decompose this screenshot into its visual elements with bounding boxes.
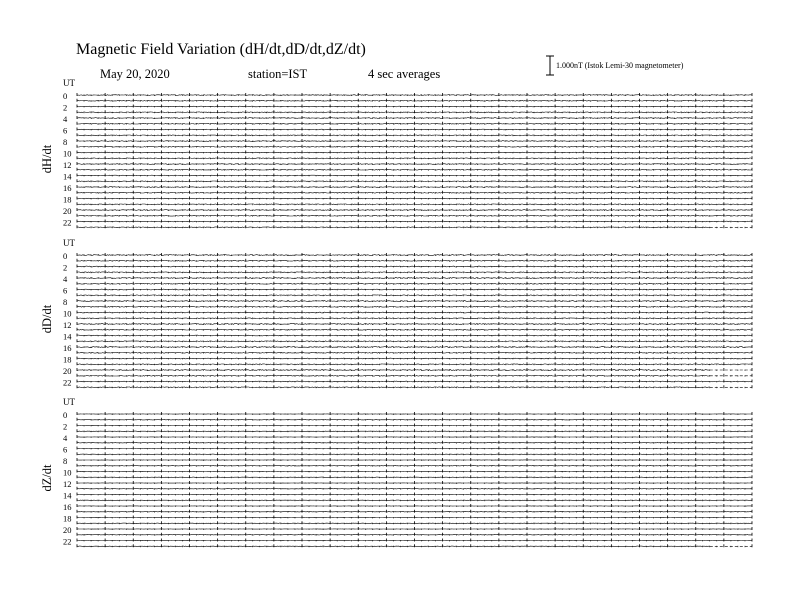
- chart-title: Magnetic Field Variation (dH/dt,dD/dt,dZ/dt): [76, 41, 366, 58]
- row-label-6: 6: [63, 125, 68, 136]
- row-label-10: 10: [63, 308, 72, 319]
- row-label-18: 18: [63, 194, 72, 205]
- row-label-14: 14: [63, 490, 72, 501]
- row-label-2: 2: [63, 262, 68, 273]
- row-label-4: 4: [63, 433, 68, 443]
- panel-ut-label: UT: [63, 238, 75, 248]
- row-label-0: 0: [63, 91, 68, 101]
- row-label-6: 6: [63, 444, 68, 455]
- scale-bar-label: 1.000nT (Istok Lemi-30 magnetometer): [556, 61, 684, 70]
- row-label-12: 12: [63, 160, 72, 170]
- row-label-14: 14: [63, 171, 72, 182]
- scale-bar: [546, 56, 684, 75]
- trace-line: [77, 112, 752, 113]
- row-label-14: 14: [63, 331, 72, 342]
- averaging-label: 4 sec averages: [368, 67, 441, 81]
- panel-dddt: [40, 238, 752, 388]
- row-label-12: 12: [63, 320, 72, 330]
- row-label-0: 0: [63, 410, 68, 420]
- row-label-4: 4: [63, 114, 68, 124]
- row-label-18: 18: [63, 513, 72, 524]
- trace-line: [77, 370, 710, 371]
- row-label-16: 16: [63, 502, 72, 512]
- station-label: station=IST: [248, 67, 308, 81]
- trace-line: [77, 175, 752, 176]
- row-label-16: 16: [63, 343, 72, 353]
- row-label-12: 12: [63, 479, 72, 489]
- panel-ut-label: UT: [63, 78, 75, 88]
- row-label-6: 6: [63, 285, 68, 296]
- row-label-8: 8: [63, 137, 68, 147]
- trace-line: [77, 100, 752, 101]
- row-label-20: 20: [63, 366, 72, 376]
- row-label-22: 22: [63, 217, 72, 228]
- panel-y-axis-label: dD/dt: [40, 304, 54, 334]
- row-label-4: 4: [63, 274, 68, 284]
- row-label-20: 20: [63, 206, 72, 216]
- panel-dhdt: [40, 78, 752, 228]
- row-label-20: 20: [63, 525, 72, 535]
- trace-line: [77, 347, 752, 348]
- row-label-2: 2: [63, 102, 68, 113]
- panel-dzdt: [40, 397, 752, 547]
- trace-line: [77, 169, 752, 170]
- row-label-8: 8: [63, 297, 68, 307]
- row-label-8: 8: [63, 456, 68, 466]
- trace-line: [77, 123, 752, 124]
- trace-line: [77, 187, 752, 188]
- trace-line: [77, 129, 752, 130]
- panel-ut-label: UT: [63, 397, 75, 407]
- trace-line: [77, 255, 752, 256]
- row-label-22: 22: [63, 377, 72, 388]
- trace-line: [77, 146, 752, 147]
- date-label: May 20, 2020: [100, 67, 170, 81]
- panels-group: [40, 78, 752, 547]
- row-label-2: 2: [63, 421, 68, 432]
- panel-y-axis-label: dH/dt: [40, 144, 54, 174]
- row-label-10: 10: [63, 148, 72, 159]
- row-label-18: 18: [63, 354, 72, 365]
- row-label-16: 16: [63, 183, 72, 193]
- row-label-22: 22: [63, 536, 72, 547]
- row-label-10: 10: [63, 467, 72, 478]
- row-label-0: 0: [63, 251, 68, 261]
- panel-y-axis-label: dZ/dt: [40, 464, 54, 492]
